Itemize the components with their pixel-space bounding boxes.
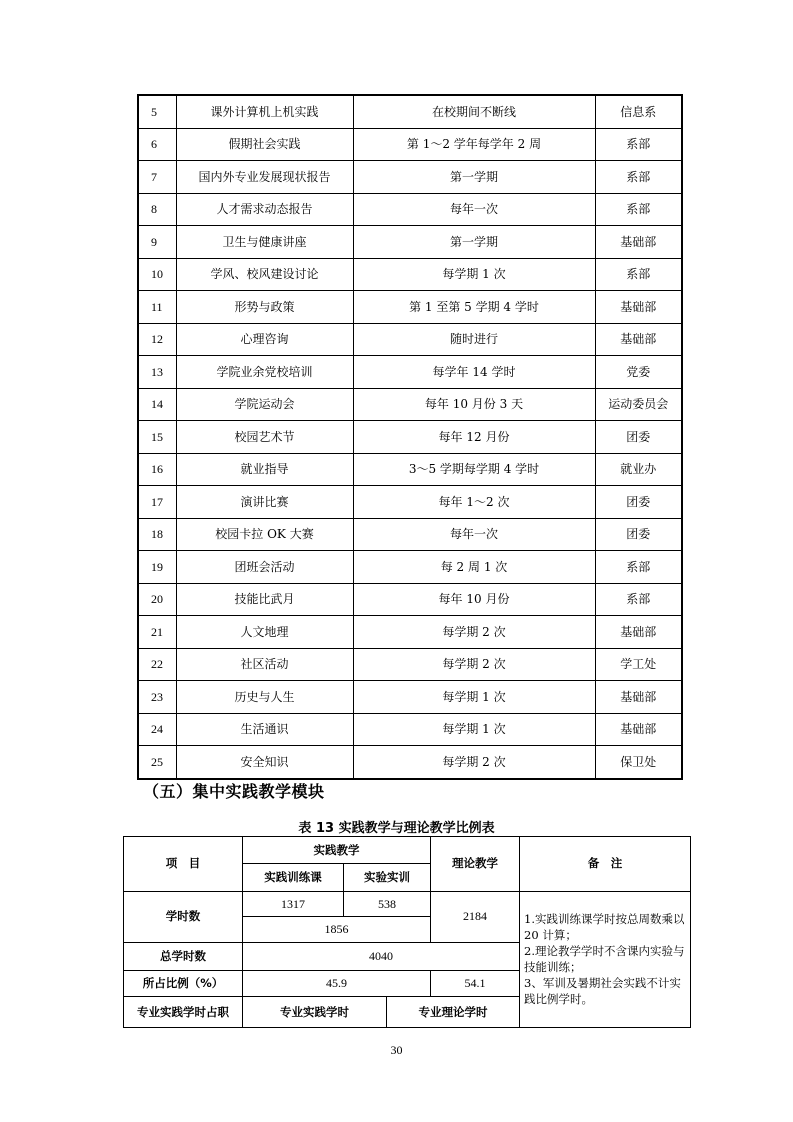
activity-time: 第 1～2 学年每学年 2 周 bbox=[353, 128, 595, 161]
notes-cell bbox=[520, 891, 691, 1027]
activity-table bbox=[137, 94, 683, 780]
table-row bbox=[138, 713, 682, 746]
responsible-dept: 团委 bbox=[595, 486, 682, 519]
row-number: 5 bbox=[138, 95, 176, 128]
activity-name: 历史与人生 bbox=[176, 681, 353, 714]
row-number: 14 bbox=[138, 388, 176, 421]
activity-time: 每学期 2 次 bbox=[353, 746, 595, 779]
responsible-dept: 系部 bbox=[595, 161, 682, 194]
major-label: 专业实践学时占职 bbox=[124, 997, 243, 1028]
row-number: 24 bbox=[138, 713, 176, 746]
experiment-hours: 538 bbox=[344, 891, 431, 916]
responsible-dept: 基础部 bbox=[595, 681, 682, 714]
activity-name: 卫生与健康讲座 bbox=[176, 226, 353, 259]
ratio-label: 所占比例（%） bbox=[124, 971, 243, 997]
table-row bbox=[138, 518, 682, 551]
responsible-dept: 团委 bbox=[595, 421, 682, 454]
responsible-dept: 基础部 bbox=[595, 226, 682, 259]
activity-time: 在校期间不断线 bbox=[353, 95, 595, 128]
table-row bbox=[138, 421, 682, 454]
activity-name: 学院运动会 bbox=[176, 388, 353, 421]
activity-name: 生活通识 bbox=[176, 713, 353, 746]
activity-time: 每年 12 月份 bbox=[353, 421, 595, 454]
row-number: 9 bbox=[138, 226, 176, 259]
table-row bbox=[138, 95, 682, 128]
practice-ratio: 45.9 bbox=[243, 971, 431, 997]
activity-table-body bbox=[138, 95, 682, 779]
table-row bbox=[138, 551, 682, 584]
responsible-dept: 系部 bbox=[595, 258, 682, 291]
table-row bbox=[138, 226, 682, 259]
item-header: 项 目 bbox=[124, 837, 243, 892]
note-2: 2.理论教学学时不含课内实验与技能训练； bbox=[524, 944, 685, 975]
activity-name: 社区活动 bbox=[176, 648, 353, 681]
activity-name: 团班会活动 bbox=[176, 551, 353, 584]
activity-time: 每年 10 月份 bbox=[353, 583, 595, 616]
practice-total-hours: 1856 bbox=[243, 917, 431, 942]
table-row bbox=[138, 681, 682, 714]
activity-time: 每年 1～2 次 bbox=[353, 486, 595, 519]
total-label: 总学时数 bbox=[124, 942, 243, 970]
activity-time: 第一学期 bbox=[353, 161, 595, 194]
activity-time: 每年一次 bbox=[353, 518, 595, 551]
table-row bbox=[138, 356, 682, 389]
activity-name: 课外计算机上机实践 bbox=[176, 95, 353, 128]
row-number: 21 bbox=[138, 616, 176, 649]
responsible-dept: 学工处 bbox=[595, 648, 682, 681]
table-row bbox=[138, 388, 682, 421]
activity-time: 3～5 学期每学期 4 学时 bbox=[353, 453, 595, 486]
activity-name: 就业指导 bbox=[176, 453, 353, 486]
responsible-dept: 运动委员会 bbox=[595, 388, 682, 421]
row-number: 22 bbox=[138, 648, 176, 681]
responsible-dept: 团委 bbox=[595, 518, 682, 551]
table-row bbox=[138, 128, 682, 161]
practice-course-hours: 1317 bbox=[243, 891, 344, 916]
table-row bbox=[138, 193, 682, 226]
row-number: 7 bbox=[138, 161, 176, 194]
row-number: 19 bbox=[138, 551, 176, 584]
activity-name: 形势与政策 bbox=[176, 291, 353, 324]
row-number: 6 bbox=[138, 128, 176, 161]
major-practice-label: 专业实践学时 bbox=[243, 997, 387, 1028]
activity-name: 人才需求动态报告 bbox=[176, 193, 353, 226]
activity-time: 第 1 至第 5 学期 4 学时 bbox=[353, 291, 595, 324]
note-1: 1.实践训练课学时按总周数乘以 20 计算； bbox=[524, 912, 685, 943]
responsible-dept: 系部 bbox=[595, 583, 682, 616]
row-number: 16 bbox=[138, 453, 176, 486]
hours-label: 学时数 bbox=[124, 891, 243, 942]
row-number: 13 bbox=[138, 356, 176, 389]
row-number: 23 bbox=[138, 681, 176, 714]
total-hours: 4040 bbox=[243, 942, 520, 970]
activity-time: 每年 10 月份 3 天 bbox=[353, 388, 595, 421]
responsible-dept: 系部 bbox=[595, 551, 682, 584]
theory-ratio: 54.1 bbox=[431, 971, 520, 997]
activity-time: 每学期 2 次 bbox=[353, 616, 595, 649]
table-row bbox=[138, 291, 682, 324]
activity-name: 学风、校风建设讨论 bbox=[176, 258, 353, 291]
responsible-dept: 基础部 bbox=[595, 713, 682, 746]
row-number: 25 bbox=[138, 746, 176, 779]
row-number: 11 bbox=[138, 291, 176, 324]
responsible-dept: 就业办 bbox=[595, 453, 682, 486]
table-row bbox=[138, 746, 682, 779]
activity-name: 校园卡拉 OK 大赛 bbox=[176, 518, 353, 551]
responsible-dept: 保卫处 bbox=[595, 746, 682, 779]
table-row bbox=[138, 616, 682, 649]
activity-time: 每学期 1 次 bbox=[353, 681, 595, 714]
responsible-dept: 基础部 bbox=[595, 291, 682, 324]
table-caption: 表 13 实践教学与理论教学比例表 bbox=[298, 821, 495, 836]
row-number: 17 bbox=[138, 486, 176, 519]
page-number: 30 bbox=[390, 1043, 403, 1057]
responsible-dept: 系部 bbox=[595, 193, 682, 226]
activity-name: 学院业余党校培训 bbox=[176, 356, 353, 389]
row-number: 18 bbox=[138, 518, 176, 551]
experiment-header: 实验实训 bbox=[344, 864, 431, 891]
activity-time: 随时进行 bbox=[353, 323, 595, 356]
row-number: 12 bbox=[138, 323, 176, 356]
activity-time: 每年一次 bbox=[353, 193, 595, 226]
activity-name: 演讲比赛 bbox=[176, 486, 353, 519]
activity-name: 安全知识 bbox=[176, 746, 353, 779]
table-row bbox=[138, 648, 682, 681]
section-heading: （五）集中实践教学模块 bbox=[143, 782, 325, 801]
table-row bbox=[138, 486, 682, 519]
practice-course-header: 实践训练课 bbox=[243, 864, 344, 891]
activity-time: 每学期 1 次 bbox=[353, 258, 595, 291]
table-row bbox=[138, 453, 682, 486]
table-row bbox=[138, 161, 682, 194]
major-theory-label: 专业理论学时 bbox=[387, 997, 520, 1028]
activity-time: 每学年 14 学时 bbox=[353, 356, 595, 389]
notes-header: 备 注 bbox=[520, 837, 691, 892]
activity-name: 心理咨询 bbox=[176, 323, 353, 356]
table-row bbox=[138, 258, 682, 291]
activity-time: 每 2 周 1 次 bbox=[353, 551, 595, 584]
practice-header: 实践教学 bbox=[243, 837, 431, 864]
responsible-dept: 基础部 bbox=[595, 323, 682, 356]
table-row bbox=[138, 583, 682, 616]
responsible-dept: 党委 bbox=[595, 356, 682, 389]
theory-header: 理论教学 bbox=[431, 837, 520, 892]
activity-time: 每学期 2 次 bbox=[353, 648, 595, 681]
row-number: 20 bbox=[138, 583, 176, 616]
activity-name: 国内外专业发展现状报告 bbox=[176, 161, 353, 194]
responsible-dept: 系部 bbox=[595, 128, 682, 161]
activity-name: 人文地理 bbox=[176, 616, 353, 649]
activity-name: 校园艺术节 bbox=[176, 421, 353, 454]
activity-time: 第一学期 bbox=[353, 226, 595, 259]
responsible-dept: 信息系 bbox=[595, 95, 682, 128]
row-number: 15 bbox=[138, 421, 176, 454]
row-number: 10 bbox=[138, 258, 176, 291]
table-row bbox=[138, 323, 682, 356]
responsible-dept: 基础部 bbox=[595, 616, 682, 649]
theory-hours: 2184 bbox=[431, 891, 520, 942]
row-number: 8 bbox=[138, 193, 176, 226]
activity-time: 每学期 1 次 bbox=[353, 713, 595, 746]
activity-name: 假期社会实践 bbox=[176, 128, 353, 161]
note-3: 3、军训及暑期社会实践不计实践比例学时。 bbox=[524, 976, 681, 1007]
ratio-table bbox=[123, 836, 691, 1028]
activity-name: 技能比武月 bbox=[176, 583, 353, 616]
